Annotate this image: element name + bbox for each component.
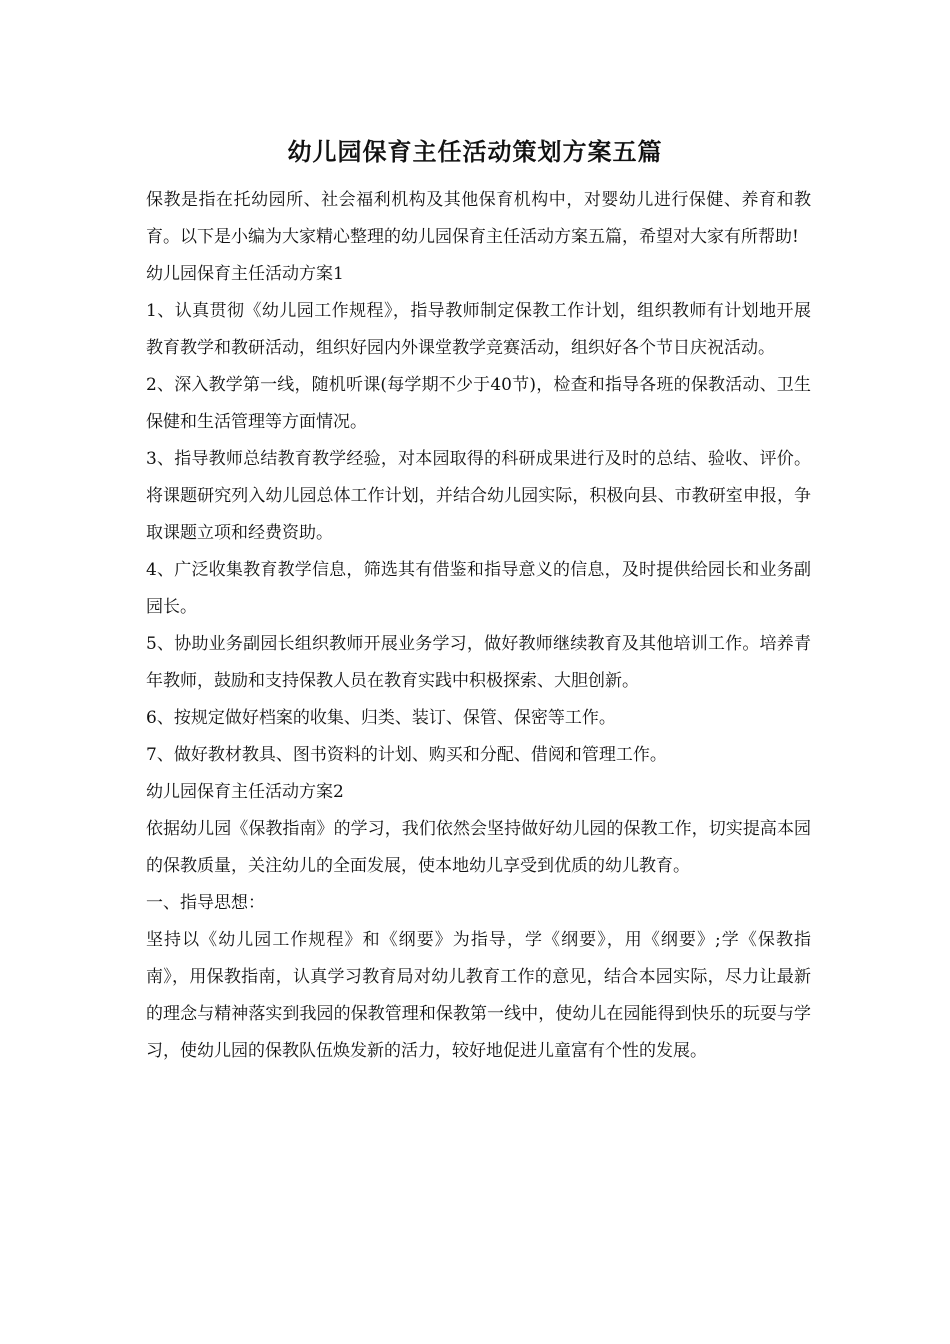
document-title: 幼儿园保育主任活动策划方案五篇 xyxy=(287,137,663,166)
list-item-5: 5、协助业务副园长组织教师开展业务学习，做好教师继续教育及其他培训工作。培养青年教师，鼓励和支持保教人员在教育实践中积极探索、大胆创新。 xyxy=(146,634,811,691)
list-item-3: 3、指导教师总结教育教学经验，对本园取得的科研成果进行及时的总结、验收、评价。将课题研究列入幼儿园总体工作计划，并结合幼儿园实际，积极向县、市教研室申报，争取课题立项和经费资助。 xyxy=(146,449,811,543)
section-2-intro: 依据幼儿园《保教指南》的学习，我们依然会坚持做好幼儿园的保教工作，切实提高本园的保教质量，关注幼儿的全面发展，使本地幼儿享受到优质的幼儿教育。 xyxy=(146,819,811,876)
list-item-6: 6、按规定做好档案的收集、归类、装订、保管、保密等工作。 xyxy=(146,708,616,728)
list-item-2: 2、深入教学第一线，随机听课(每学期不少于40节)，检查和指导各班的保教活动、卫生保健和生活管理等方面情况。 xyxy=(146,375,811,432)
list-item-1: 1、认真贯彻《幼儿园工作规程》，指导教师制定保教工作计划，组织教师有计划地开展教育教学和教研活动，组织好园内外课堂教学竞赛活动，组织好各个节日庆祝活动。 xyxy=(146,301,811,358)
section-heading-1: 幼儿园保育主任活动方案1 xyxy=(146,264,344,284)
intro-paragraph: 保教是指在托幼园所、社会福利机构及其他保育机构中，对婴幼儿进行保健、养育和教育。以下是小编为大家精心整理的幼儿园保育主任活动方案五篇，希望对大家有所帮助! xyxy=(146,190,811,247)
guiding-idea-paragraph: 坚持以《幼儿园工作规程》和《纲要》为指导，学《纲要》，用《纲要》;学《保教指南》，用保教指南，认真学习教育局对幼儿教育工作的意见，结合本园实际，尽力让最新的理念与精神落实到我园的保教管理和保教第一线中，使幼儿在园能得到快乐的玩耍与学习，使幼儿园的保教队伍焕发新的活力，较好地促进儿童富有个性的发展。 xyxy=(146,930,811,1061)
subheading-guiding-idea: 一、指导思想： xyxy=(146,893,265,913)
section-heading-2: 幼儿园保育主任活动方案2 xyxy=(146,782,344,802)
list-item-7: 7、做好教材教具、图书资料的计划、购买和分配、借阅和管理工作。 xyxy=(146,745,667,765)
document-body xyxy=(146,182,811,1070)
list-item-4: 4、广泛收集教育教学信息，筛选其有借鉴和指导意义的信息，及时提供给园长和业务副园长。 xyxy=(146,560,811,617)
